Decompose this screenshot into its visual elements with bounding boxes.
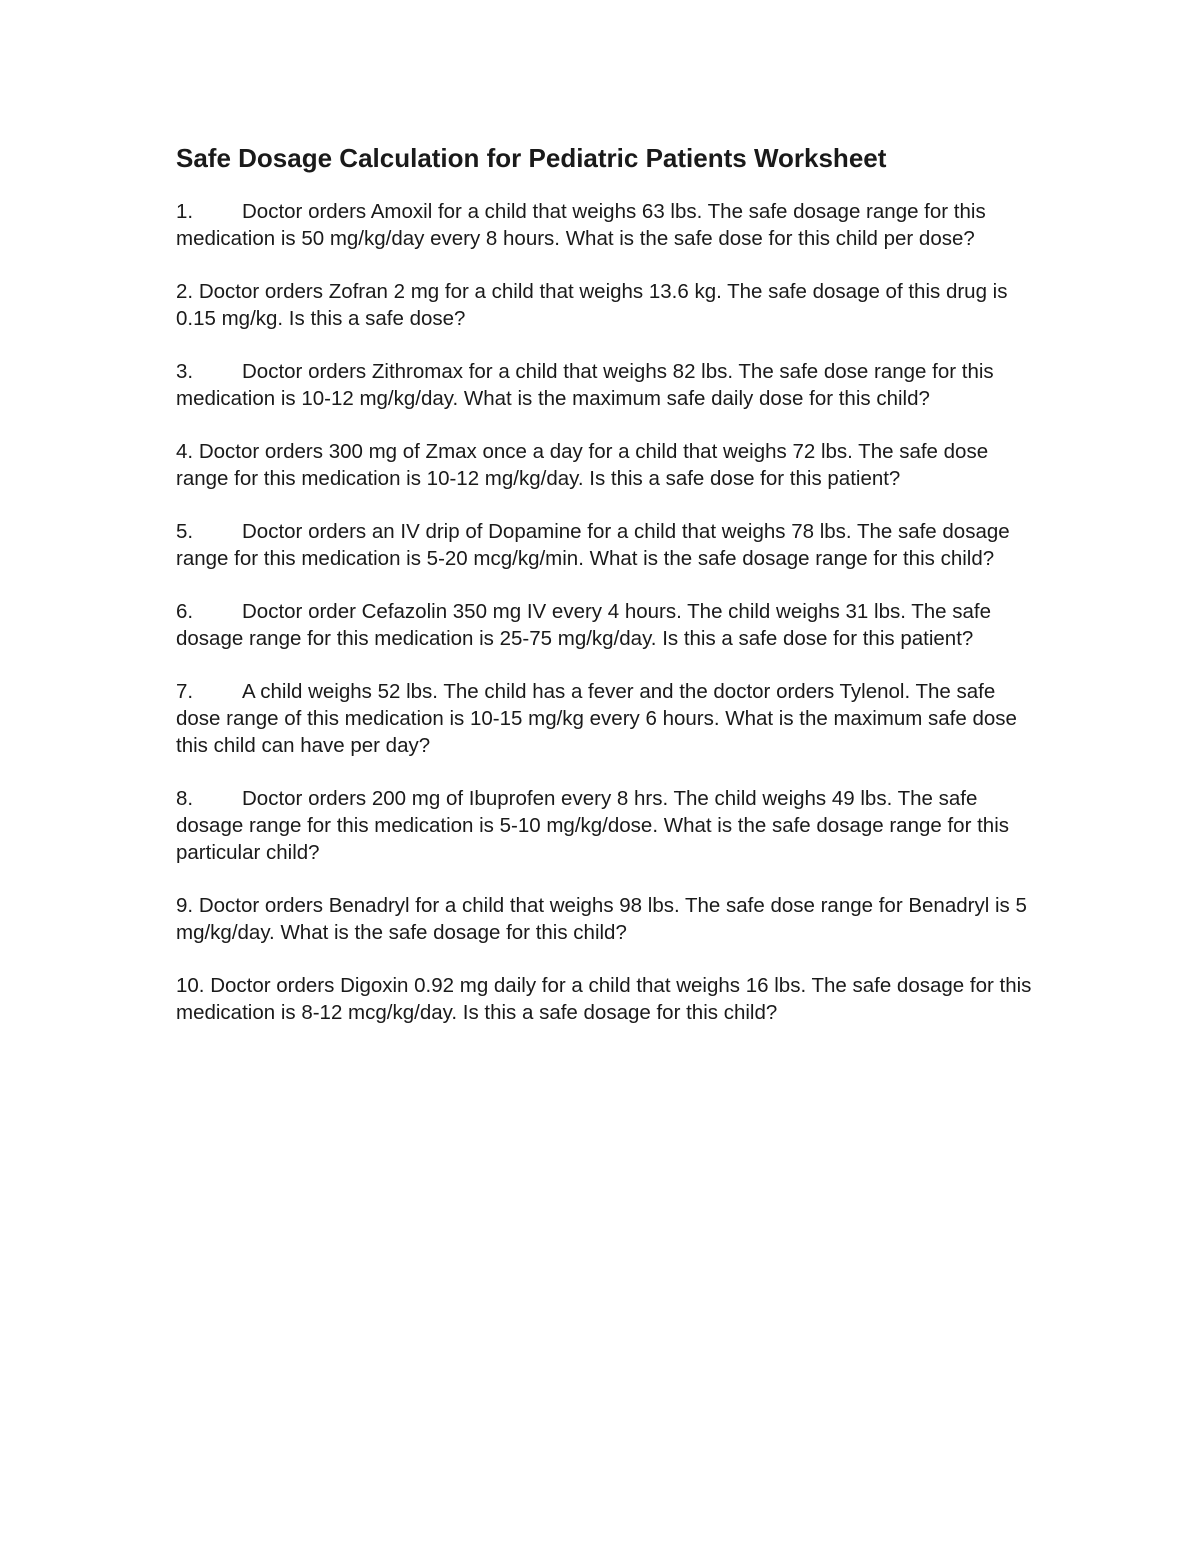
question-text: Doctor orders Zithromax for a child that weighs 82 lbs. The safe dose range for this medication is 10-12 mg/kg/day. What is the maximum safe daily dose for this child? <box>176 360 994 410</box>
question-item-7 <box>176 678 1036 759</box>
question-item-6 <box>176 598 1036 652</box>
question-number: 9. <box>176 894 194 917</box>
question-list <box>176 198 1036 1026</box>
question-text: A child weighs 52 lbs. The child has a fever and the doctor orders Tylenol. The safe dose range of this medication is 10-15 mg/kg every 6 hours. What is the maximum safe dose this child can have per day? <box>176 680 1017 757</box>
question-number: 5. <box>176 520 194 543</box>
question-number: 6. <box>176 600 194 623</box>
question-text: Doctor order Cefazolin 350 mg IV every 4 hours. The child weighs 31 lbs. The safe dosage range for this medication is 25-75 mg/kg/day. Is this a safe dose for this patient? <box>176 600 992 650</box>
question-number: 3. <box>176 360 194 383</box>
question-text: Doctor orders an IV drip of Dopamine for a child that weighs 78 lbs. The safe dosage range for this medication is 5-20 mcg/kg/min. What is the safe dosage range for this child? <box>176 520 1010 570</box>
worksheet-title: Safe Dosage Calculation for Pediatric Patients Worksheet <box>176 143 887 173</box>
worksheet-page <box>176 140 1036 1052</box>
question-number: 4. <box>176 440 194 463</box>
question-number: 7. <box>176 680 194 703</box>
question-item-8 <box>176 785 1036 866</box>
question-item-9 <box>176 892 1036 946</box>
question-number: 10. <box>176 974 205 997</box>
question-text: Doctor orders Amoxil for a child that weighs 63 lbs. The safe dosage range for this medication is 50 mg/kg/day every 8 hours. What is the safe dose for this child per dose? <box>176 200 986 250</box>
question-text: Doctor orders Zofran 2 mg for a child that weighs 13.6 kg. The safe dosage of this drug is 0.15 mg/kg. Is this a safe dose? <box>176 280 1008 330</box>
question-item-1 <box>176 198 1036 252</box>
question-text: Doctor orders Benadryl for a child that weighs 98 lbs. The safe dose range for Benadryl is 5 mg/kg/day. What is the safe dosage for this child? <box>176 894 1027 944</box>
question-number: 1. <box>176 200 194 223</box>
question-item-4 <box>176 438 1036 492</box>
question-item-2 <box>176 278 1036 332</box>
question-item-10 <box>176 972 1036 1026</box>
question-number: 8. <box>176 787 194 810</box>
question-text: Doctor orders 300 mg of Zmax once a day for a child that weighs 72 lbs. The safe dose range for this medication is 10-12 mg/kg/day. Is this a safe dose for this patient? <box>176 440 989 490</box>
question-text: Doctor orders Digoxin 0.92 mg daily for a child that weighs 16 lbs. The safe dosage for this medication is 8-12 mcg/kg/day. Is this a safe dosage for this child? <box>176 974 1032 1024</box>
question-number: 2. <box>176 280 194 303</box>
question-item-5 <box>176 518 1036 572</box>
question-item-3 <box>176 358 1036 412</box>
question-text: Doctor orders 200 mg of Ibuprofen every 8 hrs. The child weighs 49 lbs. The safe dosage range for this medication is 5-10 mg/kg/dose. What is the safe dosage range for this particular child? <box>176 787 1009 864</box>
